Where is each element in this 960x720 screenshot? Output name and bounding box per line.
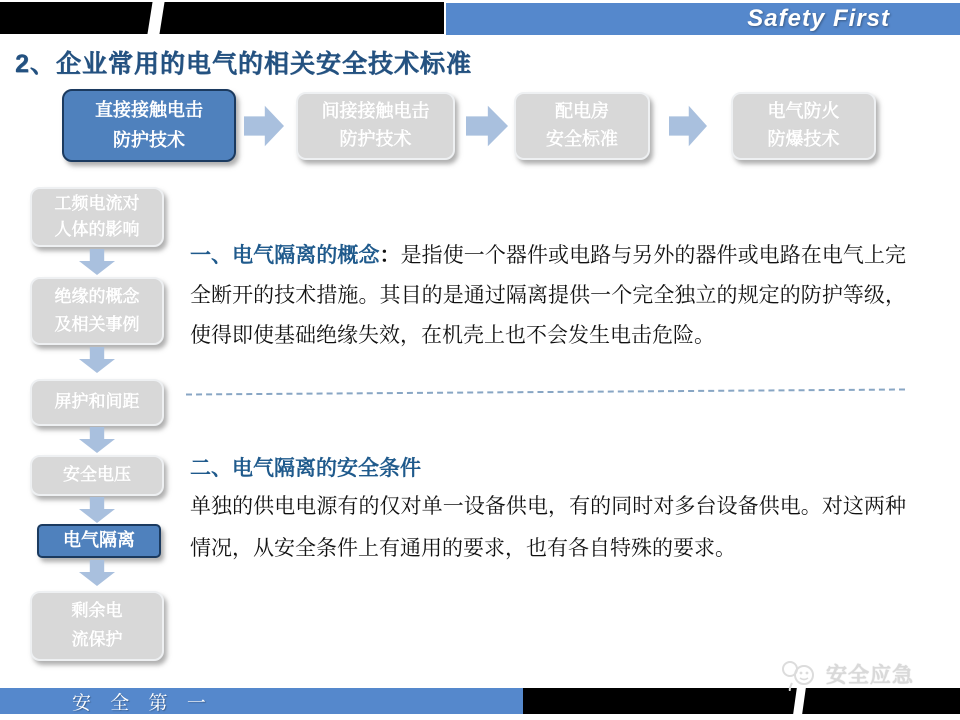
flow-arrow-down-icon: [79, 560, 115, 586]
sidebar-item-label-line: 剩余电: [71, 601, 123, 621]
flow-arrow-down-icon: [79, 249, 115, 275]
sidebar-item-label-line: 绝缘的概念: [54, 286, 140, 306]
sidebar-item-label-line: 安全电压: [63, 465, 131, 485]
flow-arrow-right-icon: [244, 104, 284, 148]
header-black-bar: [0, 2, 444, 34]
flow-step-label-line: 安全标准: [546, 129, 618, 150]
sidebar-item-label-line: 及相关事例: [54, 314, 140, 334]
logo: [780, 657, 914, 691]
section1-colon: ：: [379, 244, 401, 267]
flow-step-label-line: 配电房: [555, 100, 609, 121]
flow-arrow-right-icon: [669, 104, 707, 148]
sidebar-item-label-line: 屏护和间距: [54, 392, 140, 412]
page-title: 2、企业常用的电气的相关安全技术标准: [15, 50, 472, 78]
flow-step-label-line: 直接接触电击: [95, 99, 203, 120]
flow-step-label-line: 防爆技术: [767, 129, 840, 150]
logo-text: 安全应急: [826, 664, 914, 687]
flow-arrow-down-icon: [79, 497, 115, 523]
sidebar-item-label-line: 人体的影响: [54, 219, 140, 239]
flow-step-indirect-contact: [296, 92, 455, 160]
section1-body: 是指使一个器件或电路与另外的器件或电路在电气上完全断开的技术措施。其目的是通过隔离提供一个完全独立的规定的防护等级，使得即使基础绝缘失效，在机壳上也不会发生电击危险。: [190, 244, 907, 347]
footer-black-bar: [523, 688, 960, 714]
footer-blue-bar: [0, 688, 523, 714]
section2-heading: 二、电气隔离的安全条件: [190, 457, 421, 480]
flow-step-distribution-room: [514, 92, 650, 160]
flow-step-label-line: 间接接触电击: [321, 100, 430, 121]
section1-paragraph: [190, 236, 906, 356]
flow-arrow-down-icon: [79, 427, 115, 453]
sidebar-item-frequency-current: [30, 187, 164, 247]
flow-step-direct-contact: [62, 89, 236, 162]
sidebar-item-insulation-concept: [30, 277, 164, 345]
sidebar-item-shield-clearance: [30, 379, 164, 426]
flow-step-label-line: 电气防火: [767, 100, 840, 121]
mascot-icon: [780, 657, 822, 691]
flow-step-label-line: 防护技术: [339, 129, 412, 150]
flow-step-fire-explosion: [731, 92, 876, 160]
brand-text: Safety First: [747, 5, 890, 32]
sidebar-item-label-line: 流保护: [71, 630, 123, 650]
flow-step-label-line: 防护技术: [113, 129, 185, 150]
sidebar-item-residual-current: [30, 591, 164, 661]
sidebar-item-label-line: 电气隔离: [63, 530, 135, 551]
flow-arrow-right-icon: [466, 104, 508, 148]
sidebar-item-electrical-isolation: [37, 524, 161, 558]
flow-arrow-down-icon: [79, 347, 115, 373]
dashed-divider: [186, 388, 905, 395]
sidebar-item-label-line: 工频电流对: [54, 194, 140, 214]
sidebar-item-safe-voltage: [30, 455, 164, 496]
header-blue-bar: [446, 3, 960, 35]
section2-body: 单独的供电电源有的仅对单一设备供电，有的同时对多台设备供电。对这两种情况，从安全条件上有通用的要求，也有各自特殊的要求。: [190, 495, 906, 560]
section1-heading: 一、电气隔离的概念: [190, 244, 380, 267]
footer-slogan: 安 全 第 一: [72, 692, 213, 714]
